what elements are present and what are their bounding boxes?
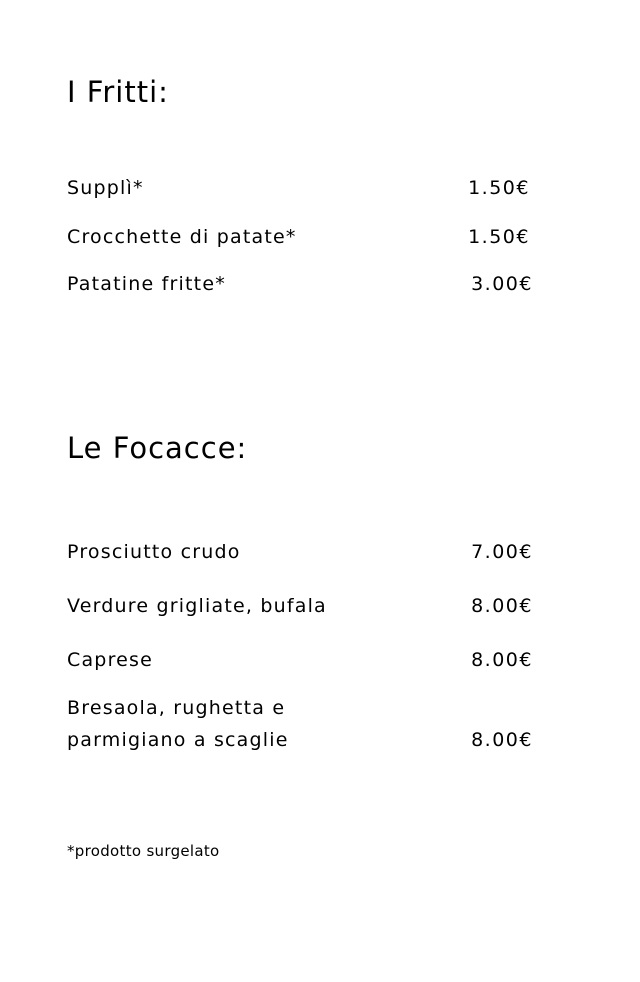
section-title-fritti: I Fritti:	[67, 75, 169, 109]
menu-item-price: 7.00€	[471, 541, 533, 563]
menu-item-verdure	[67, 590, 533, 622]
menu-item-bresaola	[67, 692, 533, 756]
menu-item-caprese	[67, 644, 533, 676]
menu-item-crocchette	[67, 221, 533, 253]
menu-item-name: Verdure grigliate, bufala	[67, 595, 327, 617]
menu-item-price: 8.00€	[471, 729, 533, 751]
section-title-focacce: Le Focacce:	[67, 431, 248, 465]
menu-item-name: Patatine fritte*	[67, 273, 226, 295]
menu-item-prosciutto	[67, 536, 533, 568]
menu-item-name: Prosciutto crudo	[67, 541, 241, 563]
menu-item-name: Bresaola, rughetta e parmigiano a scaglie	[67, 697, 289, 751]
menu-item-patatine	[67, 268, 533, 300]
menu-item-price: 8.00€	[471, 595, 533, 617]
menu-item-suppli	[67, 172, 533, 204]
menu-item-price: 1.50€	[468, 177, 530, 199]
menu-item-name: Caprese	[67, 649, 154, 671]
menu-item-price: 1.50€	[468, 226, 530, 248]
menu-item-name: Supplì*	[67, 177, 144, 199]
footnote: *prodotto surgelato	[67, 842, 220, 860]
menu-item-price: 3.00€	[471, 273, 533, 295]
menu-item-price: 8.00€	[471, 649, 533, 671]
menu-item-name: Crocchette di patate*	[67, 226, 297, 248]
